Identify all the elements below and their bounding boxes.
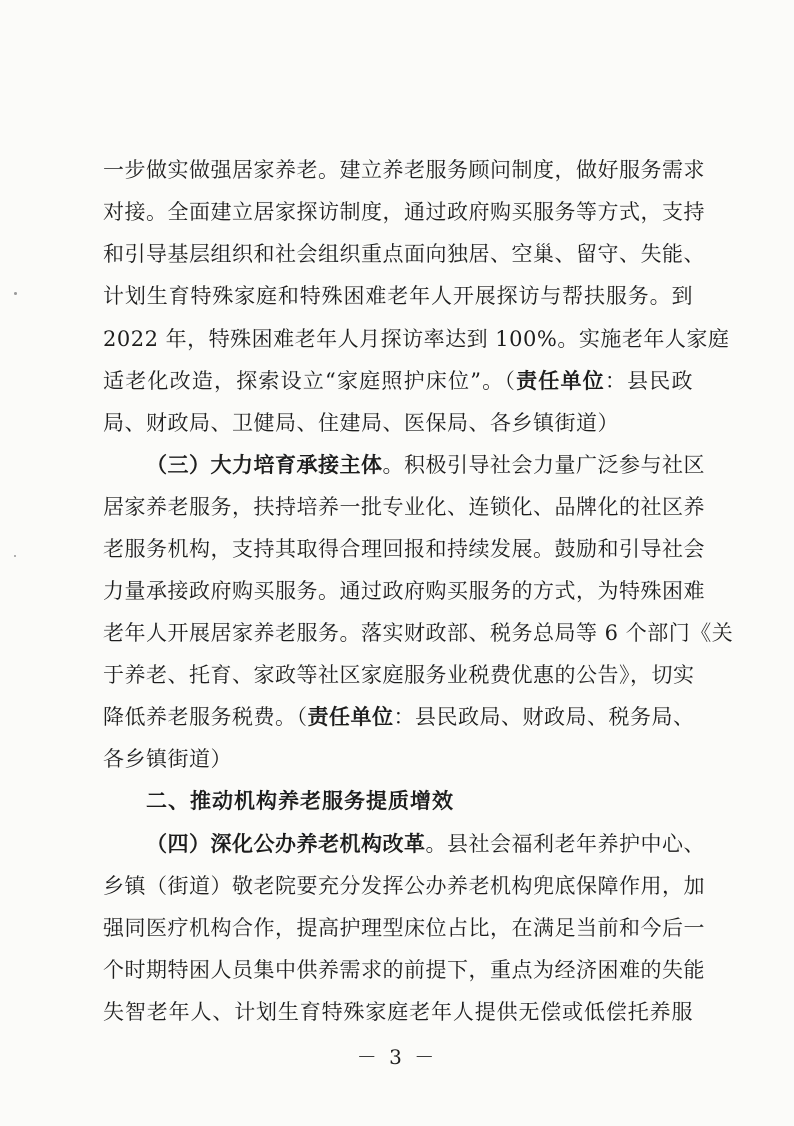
- section-heading: 二、推动机构养老服务提质增效: [146, 789, 454, 813]
- text-segment: ：县民政局、财政局、税务局、: [393, 705, 695, 729]
- text-line: 一步做实做强居家养老。建立养老服务顾问制度，做好服务需求: [103, 158, 705, 182]
- text-line: 老年人开展居家养老服务。落实财政部、税务总局等 6 个部门《关: [103, 621, 734, 645]
- scan-speck: [14, 555, 16, 557]
- text-segment: 。积极引导社会力量广泛参与社区: [382, 453, 705, 477]
- text-line: 计划生育特殊家庭和特殊困难老年人开展探访与帮扶服务。到: [103, 284, 693, 308]
- text-segment: 。县社会福利老年养护中心、: [425, 832, 705, 856]
- text-line: 对接。全面建立居家探访制度，通过政府购买服务等方式，支持: [103, 200, 705, 224]
- text-line: 失智老年人、计划生育特殊家庭老年人提供无偿或低偿托养服: [103, 1000, 693, 1024]
- text-line: [103, 366, 693, 396]
- text-segment: 适老化改造，探索设立“家庭照护床位”。（: [103, 369, 517, 393]
- paragraph-heading: （三）大力培育承接主体: [146, 453, 383, 477]
- text-line: [146, 450, 705, 480]
- text-line: 于养老、托育、家政等社区家庭服务业税费优惠的公告》，切实: [103, 663, 695, 687]
- text-line: 个时期特困人员集中供养需求的前提下，重点为经济困难的失能: [103, 958, 705, 982]
- text-line: 居家养老服务，扶持培养一批专业化、连锁化、品牌化的社区养: [103, 495, 705, 519]
- text-line: 和引导基层组织和社会组织重点面向独居、空巢、留守、失能、: [103, 242, 705, 266]
- text-line: [103, 702, 693, 732]
- text-line: [146, 829, 705, 859]
- responsibility-label: 责任单位: [516, 369, 605, 393]
- text-line: 强同医疗机构合作，提高护理型床位占比，在满足当前和今后一: [103, 916, 705, 940]
- text-line: 力量承接政府购买服务。通过政府购买服务的方式，为特殊困难: [103, 579, 705, 603]
- responsibility-label: 责任单位: [307, 705, 394, 729]
- paragraph-heading: （四）深化公办养老机构改革: [146, 832, 426, 856]
- text-segment: 降低养老服务税费。（: [103, 705, 308, 729]
- text-segment: ：县民政: [604, 369, 694, 393]
- text-line: 2022 年，特殊困难老年人月探访率达到 100%。实施老年人家庭: [103, 327, 730, 351]
- scan-speck: [14, 292, 17, 295]
- text-line: 乡镇（街道）敬老院要充分发挥公办养老机构兜底保障作用，加: [103, 874, 705, 898]
- page-number: － 3 －: [356, 1045, 438, 1069]
- text-line: 各乡镇街道）: [103, 747, 232, 771]
- text-line: 局、财政局、卫健局、住建局、医保局、各乡镇街道）: [103, 411, 619, 435]
- text-line: 老服务机构，支持其取得合理回报和持续发展。鼓励和引导社会: [103, 537, 705, 561]
